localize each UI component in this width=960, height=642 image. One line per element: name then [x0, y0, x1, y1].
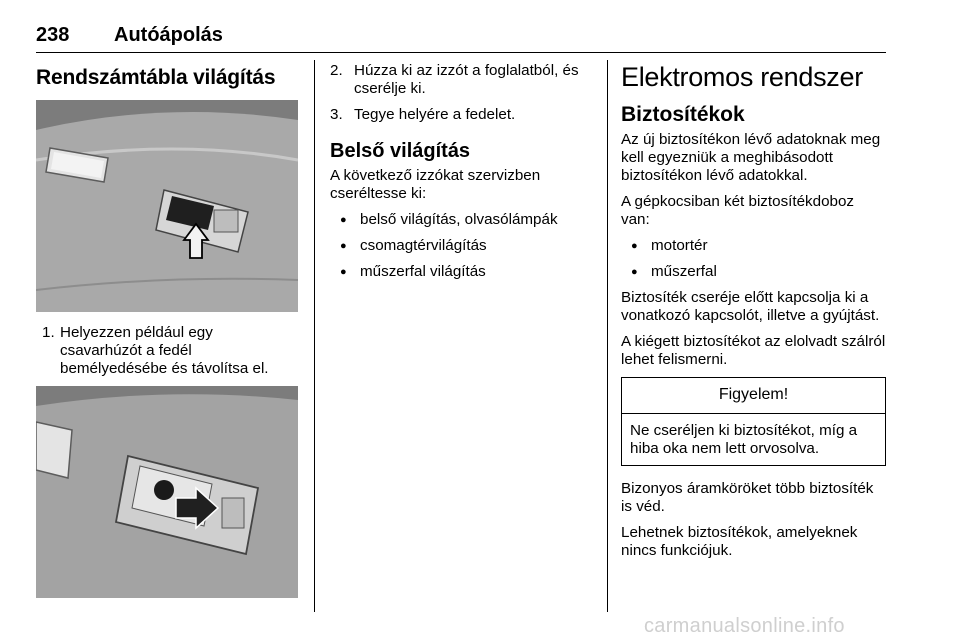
subsection-title: Biztosítékok — [621, 103, 745, 126]
paragraph: Biztosíték cseréje előtt kapcsolja ki a vonatkozó kapcsolót, illetve a gyújtást. — [621, 289, 880, 324]
bulb-list — [330, 211, 602, 281]
page-number: 238 — [36, 24, 70, 46]
step-2 — [330, 62, 602, 98]
watermark: carmanualsonline.info — [644, 615, 845, 637]
plate-light-photo-1 — [36, 100, 298, 312]
list-item: ● csomagtérvilágítás — [330, 237, 602, 255]
section-title: Elektromos rendszer — [621, 62, 863, 92]
step-number: 3. — [330, 106, 343, 123]
middle-column — [330, 62, 602, 289]
paragraph: Az új biztosítékon lévő adatoknak meg kell egyezniük a meghibásodott biztosítékon lévő adatokkal. — [621, 131, 881, 184]
right-column — [621, 62, 886, 568]
list-item: ● belső világítás, olvasólámpák — [330, 211, 602, 229]
plate-light-photo-2 — [36, 386, 298, 598]
step-text: Helyezzen például egy csavarhúzót a fedél bemélyedésébe és távolítsa el. — [60, 324, 269, 377]
step-text: Húzza ki az izzót a foglalatból, és cserélje ki. — [354, 62, 579, 97]
step-1 — [36, 324, 298, 378]
chapter-title: Autóápolás — [114, 24, 223, 46]
column-divider — [607, 60, 608, 612]
paragraph: Bizonyos áramköröket több biztosíték is véd. — [621, 480, 874, 515]
step-3 — [330, 106, 602, 124]
list-item: ● műszerfal világítás — [330, 263, 602, 281]
paragraph: A kiégett biztosítékot az elolvadt szálról lehet felismerni. — [621, 333, 886, 368]
list-item: ● műszerfal — [621, 263, 886, 281]
page-header — [36, 22, 886, 53]
plate-light-cover-illustration — [36, 100, 298, 312]
list-item: ● motortér — [621, 237, 886, 255]
warning-title: Figyelem! — [622, 378, 885, 414]
warning-box — [621, 377, 886, 466]
intro-text: A következő izzókat szervizben cseréltesse ki: — [330, 167, 541, 202]
section-title: Belső világítás — [330, 140, 471, 162]
bulb-removal-illustration — [36, 386, 298, 598]
left-column — [36, 60, 298, 598]
column-divider — [314, 60, 315, 612]
paragraph: A gépkocsiban két biztosítékdoboz van: — [621, 193, 855, 228]
paragraph: Lehetnek biztosítékok, amelyeknek nincs funkciójuk. — [621, 524, 858, 559]
step-number: 1. — [42, 324, 55, 341]
step-number: 2. — [330, 62, 343, 79]
step-text: Tegye helyére a fedelet. — [354, 106, 516, 123]
section-title: Rendszámtábla világítás — [36, 66, 276, 89]
fusebox-list — [621, 237, 886, 281]
warning-text: Ne cseréljen ki biztosítékot, míg a hiba oka nem lett orvosolva. — [630, 422, 858, 457]
